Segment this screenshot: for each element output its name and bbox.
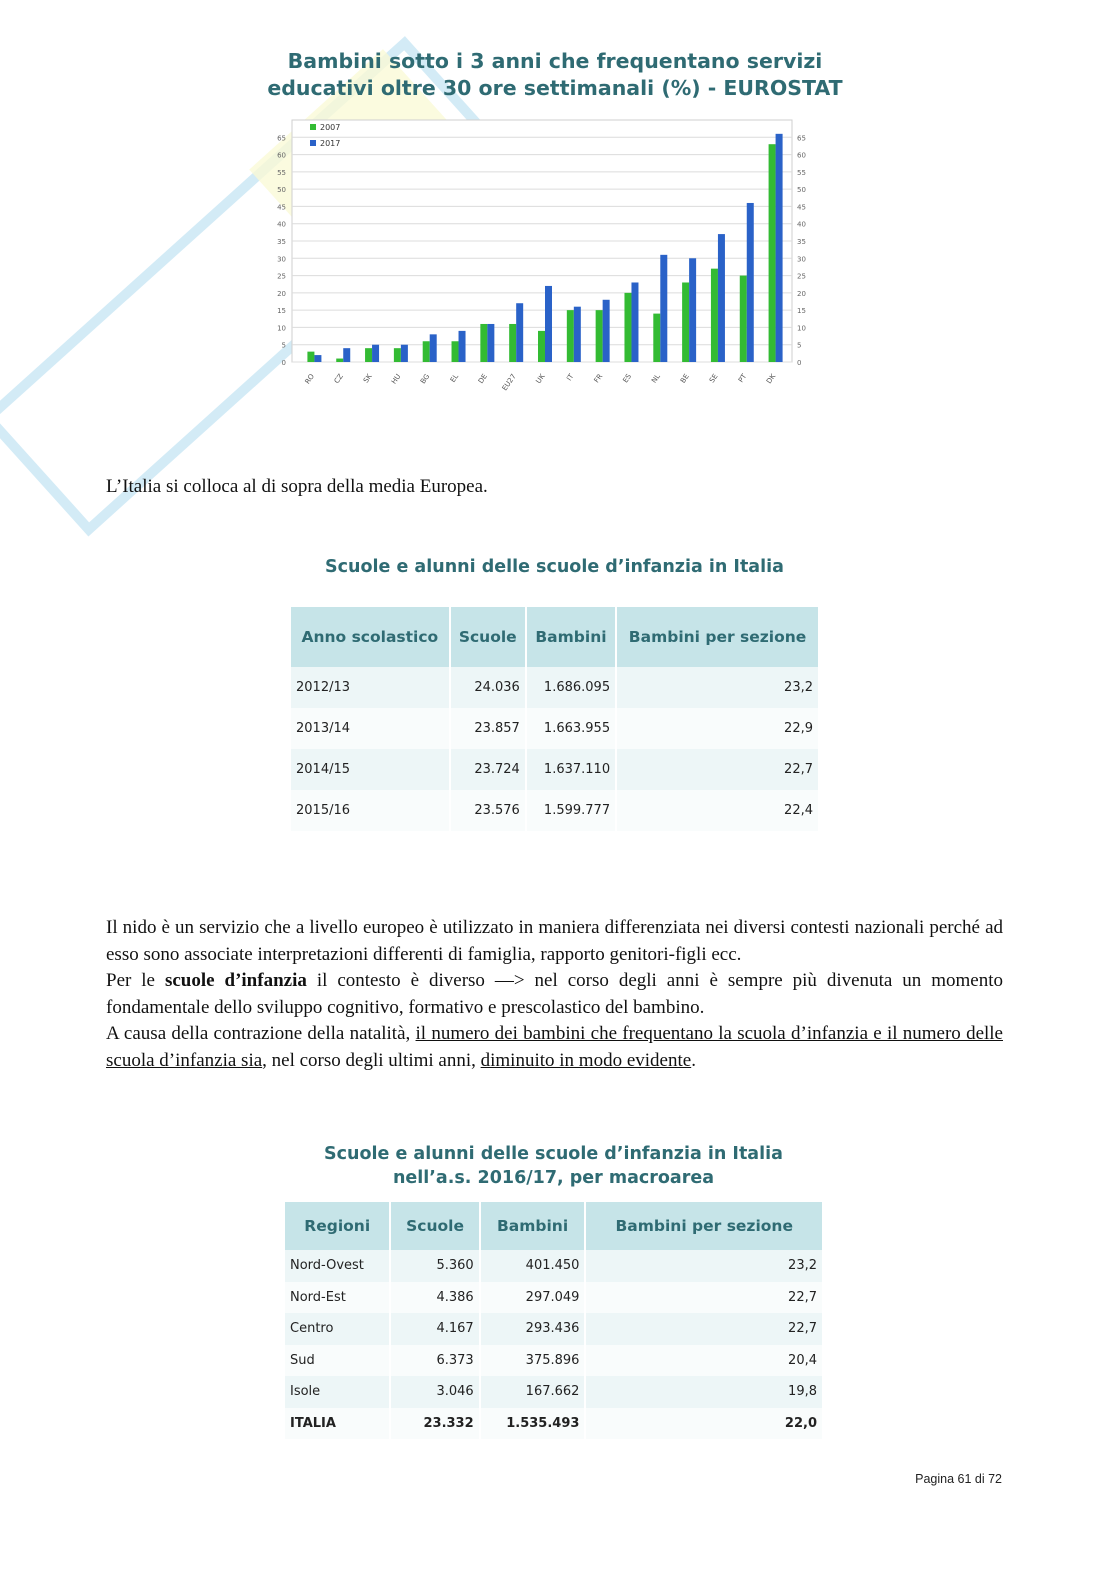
p2-bold: scuole d’infanzia [164, 970, 307, 991]
bar-2007-nl [653, 314, 660, 362]
table2-cell: Isole [285, 1376, 390, 1408]
table2-cell: 22,7 [585, 1282, 822, 1314]
table-row [285, 1282, 822, 1314]
bar-2017-se [718, 234, 725, 362]
y-tick-label-right: 15 [797, 307, 806, 316]
bar-2007-be [682, 282, 689, 362]
bar-2007-de [480, 324, 487, 362]
legend-swatch-2007 [310, 124, 316, 130]
bar-2017-be [689, 258, 696, 362]
y-tick-label-left: 65 [277, 134, 286, 143]
table1-cell: 22,9 [616, 708, 818, 749]
x-tick-label: PT [736, 372, 749, 385]
bar-2007-dk [769, 144, 776, 362]
table2-cell: 6.373 [390, 1345, 479, 1377]
y-tick-label-left: 25 [277, 272, 286, 281]
chart-title-line1: Bambini sotto i 3 anni che frequentano servizi [287, 49, 823, 73]
table1-cell: 23.576 [450, 790, 526, 831]
legend-swatch-2017 [310, 140, 316, 146]
body-paragraph-3 [106, 1021, 1003, 1074]
table2-cell: Nord-Est [285, 1282, 390, 1314]
table1-cell: 2014/15 [291, 749, 450, 790]
table1-cell: 1.686.095 [526, 667, 616, 708]
table1-cell: 22,7 [616, 749, 818, 790]
bar-2017-ro [314, 355, 321, 362]
x-tick-label: ES [621, 372, 634, 385]
table1-cell: 1.663.955 [526, 708, 616, 749]
table1-header-0: Anno scolastico [291, 607, 450, 667]
table2-title-line2: nell’a.s. 2016/17, per macroarea [392, 1168, 715, 1188]
table-row [285, 1313, 822, 1345]
table2-cell: 3.046 [390, 1376, 479, 1408]
table2-cell: Nord-Ovest [285, 1250, 390, 1282]
table1-cell: 22,4 [616, 790, 818, 831]
table2-cell: 20,4 [585, 1345, 822, 1377]
bar-chart [262, 112, 822, 402]
y-tick-label-right: 45 [797, 203, 806, 212]
table1-header-3: Bambini per sezione [616, 607, 818, 667]
table2-cell: 19,8 [585, 1376, 822, 1408]
bar-2017-it [574, 307, 581, 362]
bar-2017-es [631, 282, 638, 362]
table2-header-0: Regioni [285, 1202, 390, 1250]
table1-cell: 1.637.110 [526, 749, 616, 790]
y-tick-label-left: 50 [277, 186, 286, 195]
table2-cell: 1.535.493 [480, 1408, 586, 1440]
x-tick-label: UK [534, 372, 547, 386]
bar-2017-eu27 [516, 303, 523, 362]
table2-cell: 22,7 [585, 1313, 822, 1345]
p2-post: il contesto è diverso —> nel corso degli anni è sempre più divenuta un momento fondamentale dello sviluppo cognitivo, formativo e prescolastico del bambino. [106, 970, 1003, 1018]
table2-cell: Centro [285, 1313, 390, 1345]
table-row [285, 1345, 822, 1377]
x-tick-label: IT [565, 372, 576, 383]
legend-label-2007: 2007 [320, 123, 341, 132]
bar-2007-pt [740, 276, 747, 362]
p3-end: . [691, 1049, 696, 1071]
bar-2007-eu27 [509, 324, 516, 362]
table1 [291, 607, 818, 831]
bar-2007-cz [336, 359, 343, 362]
y-tick-label-right: 5 [797, 341, 802, 350]
table2-cell: 167.662 [480, 1376, 586, 1408]
table1-cell: 24.036 [450, 667, 526, 708]
body-text [106, 915, 1003, 1074]
table2-cell: 4.386 [390, 1282, 479, 1314]
bar-2007-el [452, 341, 459, 362]
table2-cell: 22,0 [585, 1408, 822, 1440]
bar-2017-cz [343, 348, 350, 362]
bar-2007-sk [365, 348, 372, 362]
y-tick-label-right: 30 [797, 255, 806, 264]
table1-cell: 2015/16 [291, 790, 450, 831]
x-tick-label: EL [448, 372, 461, 384]
y-tick-label-right: 60 [797, 151, 806, 160]
table2-cell: Sud [285, 1345, 390, 1377]
table1-header-1: Scuole [450, 607, 526, 667]
bar-2007-ro [307, 352, 314, 362]
bar-2017-nl [660, 255, 667, 362]
table1-cell: 23,2 [616, 667, 818, 708]
bar-2007-es [624, 293, 631, 362]
x-tick-label: DK [764, 372, 778, 386]
y-tick-label-right: 20 [797, 289, 806, 298]
chart-title [260, 48, 850, 102]
table2-title-line1: Scuole e alunni delle scuole d’infanzia in Italia [324, 1144, 783, 1164]
p3-underline-2: diminuito in modo evidente [480, 1049, 692, 1071]
table2-cell: 23,2 [585, 1250, 822, 1282]
table2-cell: 5.360 [390, 1250, 479, 1282]
table2-cell: 4.167 [390, 1313, 479, 1345]
p3-mid: , nel corso degli ultimi anni, [262, 1049, 481, 1071]
bar-2017-fr [603, 300, 610, 362]
table1-cell: 23.857 [450, 708, 526, 749]
bar-2017-uk [545, 286, 552, 362]
y-tick-label-left: 0 [281, 359, 286, 367]
x-tick-label: HU [390, 372, 403, 386]
chart-title-line2: educativi oltre 30 ore settimanali (%) - EUROSTAT [267, 76, 843, 100]
bar-2017-el [459, 331, 466, 362]
bar-2017-de [487, 324, 494, 362]
table2-title [285, 1142, 822, 1190]
bar-2007-uk [538, 331, 545, 362]
table2-cell: 375.896 [480, 1345, 586, 1377]
y-tick-label-left: 60 [277, 151, 286, 160]
bar-2007-se [711, 269, 718, 362]
table1-cell: 23.724 [450, 749, 526, 790]
y-tick-label-right: 0 [797, 359, 802, 367]
page-number: Pagina 61 di 72 [915, 1472, 1002, 1486]
table2-cell: 401.450 [480, 1250, 586, 1282]
x-tick-label: FR [592, 372, 605, 385]
table-row [291, 790, 818, 831]
table1-cell: 2012/13 [291, 667, 450, 708]
table-row [291, 708, 818, 749]
bar-2007-bg [423, 341, 430, 362]
bar-2007-hu [394, 348, 401, 362]
bar-2017-pt [747, 203, 754, 362]
table1-cell: 2013/14 [291, 708, 450, 749]
table1-header-2: Bambini [526, 607, 616, 667]
bar-2017-hu [401, 345, 408, 362]
y-tick-label-right: 25 [797, 272, 806, 281]
p3-underline-1: il numero dei bambini che frequentano la scuola d’infanzia e il numero delle scuola d’infanzia sia [106, 1023, 1003, 1071]
x-tick-label: EU27 [500, 372, 518, 393]
y-tick-label-left: 5 [281, 341, 286, 350]
table-row [285, 1250, 822, 1282]
y-tick-label-left: 10 [277, 324, 286, 333]
table-row [291, 749, 818, 790]
y-tick-label-left: 45 [277, 203, 286, 212]
bar-2007-fr [596, 310, 603, 362]
y-tick-label-left: 20 [277, 289, 286, 298]
table2-cell: ITALIA [285, 1408, 390, 1440]
bar-2007-it [567, 310, 574, 362]
y-tick-label-left: 15 [277, 307, 286, 316]
table1-title: Scuole e alunni delle scuole d’infanzia in Italia [325, 557, 784, 577]
x-tick-label: NL [650, 372, 662, 385]
table2-header-1: Scuole [390, 1202, 479, 1250]
table-row [291, 667, 818, 708]
body-paragraph-2 [106, 968, 1003, 1021]
x-tick-label: CZ [332, 372, 345, 386]
x-tick-label: RO [303, 372, 317, 386]
bar-2017-bg [430, 334, 437, 362]
intro-text: L’Italia si colloca al di sopra della media Europea. [106, 476, 488, 497]
table2 [285, 1202, 822, 1439]
y-tick-label-right: 40 [797, 220, 806, 229]
x-tick-label: BG [418, 372, 432, 386]
y-tick-label-right: 10 [797, 324, 806, 333]
legend-label-2017: 2017 [320, 139, 341, 148]
table1-cell: 1.599.777 [526, 790, 616, 831]
table2-header-2: Bambini [480, 1202, 586, 1250]
y-tick-label-left: 40 [277, 220, 286, 229]
y-tick-label-right: 65 [797, 134, 806, 143]
table2-cell: 23.332 [390, 1408, 479, 1440]
x-tick-label: BE [678, 372, 691, 385]
table2-cell: 293.436 [480, 1313, 586, 1345]
y-tick-label-right: 50 [797, 186, 806, 195]
table-row [285, 1376, 822, 1408]
y-tick-label-left: 35 [277, 238, 286, 246]
p3-pre: A causa della contrazione della natalità, [106, 1023, 416, 1044]
table-row [285, 1408, 822, 1440]
p2-pre: Per le [106, 970, 165, 991]
y-tick-label-right: 35 [797, 238, 806, 246]
y-tick-label-left: 30 [277, 255, 286, 264]
table2-cell: 297.049 [480, 1282, 586, 1314]
body-paragraph-1: Il nido è un servizio che a livello europeo è utilizzato in maniera differenziata nei diversi contesti nazionali perché ad esso sono associate interpretazioni differenti di famiglia, rapporto genitori-figli ecc. [106, 917, 1003, 965]
bar-2017-dk [776, 134, 783, 362]
x-tick-label: SK [361, 372, 374, 385]
x-tick-label: DE [476, 372, 489, 386]
y-tick-label-left: 55 [277, 168, 286, 177]
bar-2017-sk [372, 345, 379, 362]
table2-header-3: Bambini per sezione [585, 1202, 822, 1250]
x-tick-label: SE [707, 372, 720, 385]
y-tick-label-right: 55 [797, 168, 806, 177]
